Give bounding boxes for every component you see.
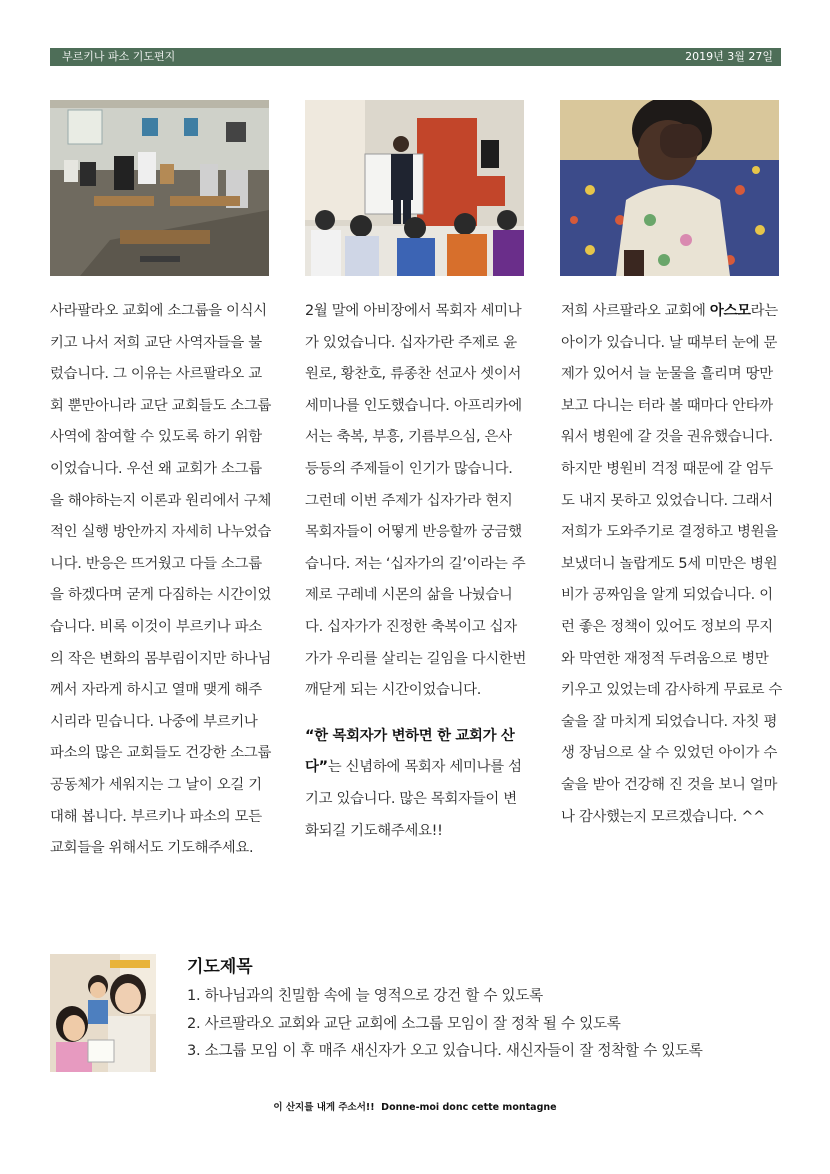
column-2-quote-paragraph xyxy=(305,721,527,847)
pastor-quote: “한 목회자가 변하면 한 교회가 산다” xyxy=(305,727,515,776)
prayer-item: 2. 사르팔라오 교회와 교단 교회에 소그룹 모임이 잘 정착 될 수 있도록 xyxy=(187,1014,621,1032)
church-classroom-photo xyxy=(50,100,269,276)
column-child-surgery xyxy=(561,296,783,833)
column-2-quote-text: 는 신념하에 목회자 세미나를 섬기고 있습니다. 많은 목회자들이 변화되길 기도해주세요!! xyxy=(305,759,522,839)
letter-title: 부르키나 파소 기도편지 xyxy=(62,50,176,63)
column-small-group-seminar xyxy=(50,296,272,865)
column-2-paragraph: 2월 말에 아비장에서 목회자 세미나가 있었습니다. 십자가란 주제로 윤원로, 황찬호, 류종찬 선교사 셋이서 세미나를 인도했습니다. 아프리카에서는 축복, 부흥, 기름부으심, 은사 등등의 주제들이 인기가 많습니다. 그런데 이번 주제가 십자가라 현지 목회자들이 어떻게 반응할까 궁금했습니다. 저는 ‘십자가의 길’이라는 주제로 구레네 시몬의 삶을 나눴습니다. 십자가가 진정한 축복이고 십자가가 우리를 살리는 길임을 다시한번 깨닫게 되는 시간이었습니다. xyxy=(305,303,527,699)
column-3-paragraph xyxy=(561,296,783,833)
seminar-speaker-photo xyxy=(305,100,524,276)
column-3-intro: 저희 사르팔라오 교회에 xyxy=(561,303,710,319)
header-bar xyxy=(50,48,781,66)
child-name: 아스모 xyxy=(709,303,751,319)
prayer-title: 기도제목 xyxy=(187,957,253,977)
prayer-item: 3. 소그룹 모임 이 후 매주 새신자가 오고 있습니다. 새신자들이 잘 정착할 수 있도록 xyxy=(187,1042,703,1059)
column-pastor-seminar xyxy=(305,296,527,847)
footer-motto: 이 산지를 내게 주소서!! Donne-moi donc cette montagne xyxy=(273,1102,557,1113)
prayer-list xyxy=(187,982,703,1065)
letter-date: 2019년 3월 27일 xyxy=(685,50,773,63)
family-photo xyxy=(50,954,156,1072)
column-1-text: 사라팔라오 교회에 소그룹을 이식시키고 나서 저희 교단 사역자들을 불렀습니다. 그 이유는 사르팔라오 교회 뿐만아니라 교단 교회들도 소그룹 사역에 참여할 수 있도록 하기 위함 이었습니다. 우선 왜 교회가 소그룹을 해야하는지 이론과 원리에서 구체적인 실행 방안까지 자세히 나누었습니다. 반응은 뜨거웠고 다들 소그룹을 하겠다며 굳게 다짐하는 시간이었습니다. 비록 이것이 부르키나 파소의 작은 변화의 몸부림이지만 하나님께서 자라게 하시고 열매 맺게 해주시리라 믿습니다. 나중에 부르키나 파소의 많은 교회들도 건강한 소그룹 공동체가 세워지는 그 날이 오길 기대해 봅니다. 부르키나 파소의 모든 교회들을 위해서도 기도해주세요. xyxy=(50,303,272,857)
child-eye-photo xyxy=(560,100,779,276)
column-3-text: 라는 아이가 있습니다. 날 때부터 눈에 문제가 있어서 늘 눈물을 흘리며 땅만 보고 다니는 터라 볼 때마다 안타까워서 병원에 갈 것을 권유했습니다. 하지만 병원비 걱정 때문에 갈 엄두도 내지 못하고 있었습니다. 그래서 저희가 도와주기로 결정하고 병원을 보냈더니 놀랍게도 5세 미만은 병원비가 공짜임을 알게 되었습니다. 이런 좋은 정책이 있어도 정보의 무지와 막연한 재정적 두려움으로 병만 키우고 있었는데 감사하게 무료로 수술을 잘 마치게 되었습니다. 자칫 평생 장님으로 살 수 있었던 아이가 수술을 받아 건강해 진 것을 보니 얼마나 감사했는지 모르겠습니다. ^^ xyxy=(561,303,783,825)
prayer-item: 1. 하나님과의 친밀함 속에 늘 영적으로 강건 할 수 있도록 xyxy=(187,987,543,1004)
